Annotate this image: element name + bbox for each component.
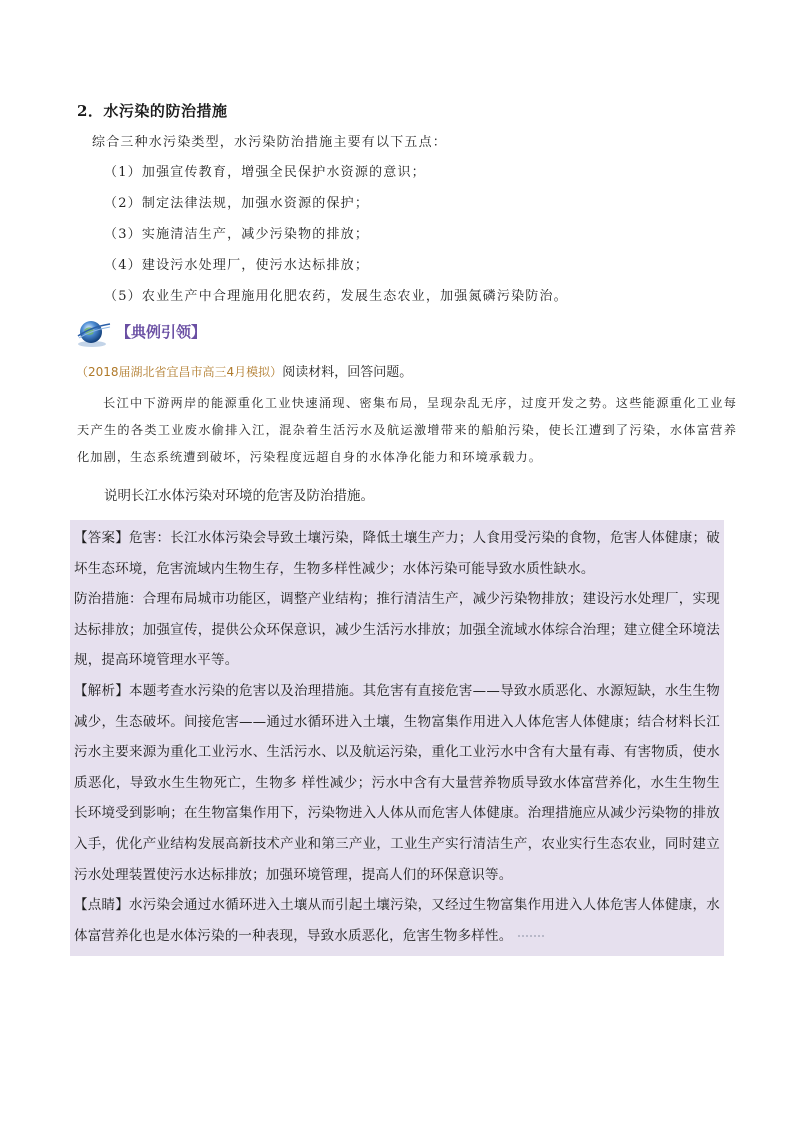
tip-paragraph [74,890,720,951]
analysis-tag: 【解析】 [74,682,129,699]
measure-item: （1）加强宣传教育，增强全民保护水资源的意识； [104,165,426,180]
answer-measures: 防治措施：合理布局城市功能区，调整产业结构；推行清洁生产，减少污染物排放；建设污水处理厂，实现达标排放；加强宣传，提供公众环保意识，减少生活污水排放；加强全流域水体综合治理；建立健全环境法规，提高环境管理水平等。 [74,591,720,669]
globe-icon [76,318,112,348]
tip-text: 水污染会通过水循环进入土壤从而引起土壤污染，又经过生物富集作用进入人体危害人体健康，水体富营养化也是水体污染的一种表现，导致水质恶化，危害生物多样性。 [74,897,720,944]
faint-mark [518,935,544,937]
section-heading: 2．水污染的防治措施 [77,102,228,120]
measure-item: （5）农业生产中合理施用化肥农药，发展生态农业，加强氮磷污染防治。 [104,289,568,304]
example-banner [76,318,276,348]
analysis-text: 本题考查水污染的危害以及治理措施。其危害有直接危害——导致水质恶化、水源短缺，水生生物减少，生态破坏。间接危害——通过水循环进入土壤，生物富集作用进入人体危害人体健康；结合材料长江污水主要来源为重化工业污水、生活污水、以及航运污染，重化工业污水中含有大量有毒、有害物质，使水质恶化，导致水生生物死亡，生物多 样性减少；污水中含有大量营养物质导致水体富营养化，水生生物生长环境受到影响；在生物富集作用下，污染物进入人体从而危害人体健康。治理措施应从减少污染物的排放入手，优化产业结构发展高新技术产业和第三产业，工业生产实行清洁生产，农业实行生态农业，同时建立污水处理装置使污水达标排放；加强环境管理，提高人们的环保意识等。 [74,682,720,883]
measure-item: （3）实施清洁生产，减少污染物的排放； [104,227,370,242]
source-line [76,361,412,380]
tip-tag: 【点睛】 [74,897,129,914]
measure-item: （2）制定法律法规，加强水资源的保护； [104,196,370,211]
question-text: 说明长江水体污染对环境的危害及防治措施。 [104,488,374,504]
banner-title: 【典例引领】 [116,323,207,341]
question-source: （2018届湖北省宜昌市高三4月模拟） [76,365,283,379]
reading-material: 长江中下游两岸的能源重化工业快速涌现、密集布局，呈现杂乱无序，过度开发之势。这些能源重化工业每天产生的各类工业废水偷排入江，混杂着生活污水及航运激增带来的船舶污染，使长江遭到了污染，水体富营养化加剧，生态系统遭到破坏，污染程度远超自身的水体净化能力和环境承载力。 [77,396,737,464]
measures-list [104,164,568,319]
answer-section [74,523,720,951]
answer-tag: 【答案】 [74,530,129,546]
section-intro: 综合三种水污染类型，水污染防治措施主要有以下五点： [92,135,448,150]
question-instruction: 阅读材料，回答问题。 [282,365,413,380]
measure-item: （4）建设污水处理厂，使污水达标排放； [104,258,370,273]
answer-measures-paragraph [74,584,720,676]
analysis-paragraph [74,676,720,890]
answer-harm: 危害：长江水体污染会导致土壤污染，降低土壤生产力；人食用受污染的食物，危害人体健康；破坏生态环境，危害流域内生物生存，生物多样性减少；水体污染可能导致水质性缺水。 [74,530,720,577]
answer-paragraph [74,523,720,584]
